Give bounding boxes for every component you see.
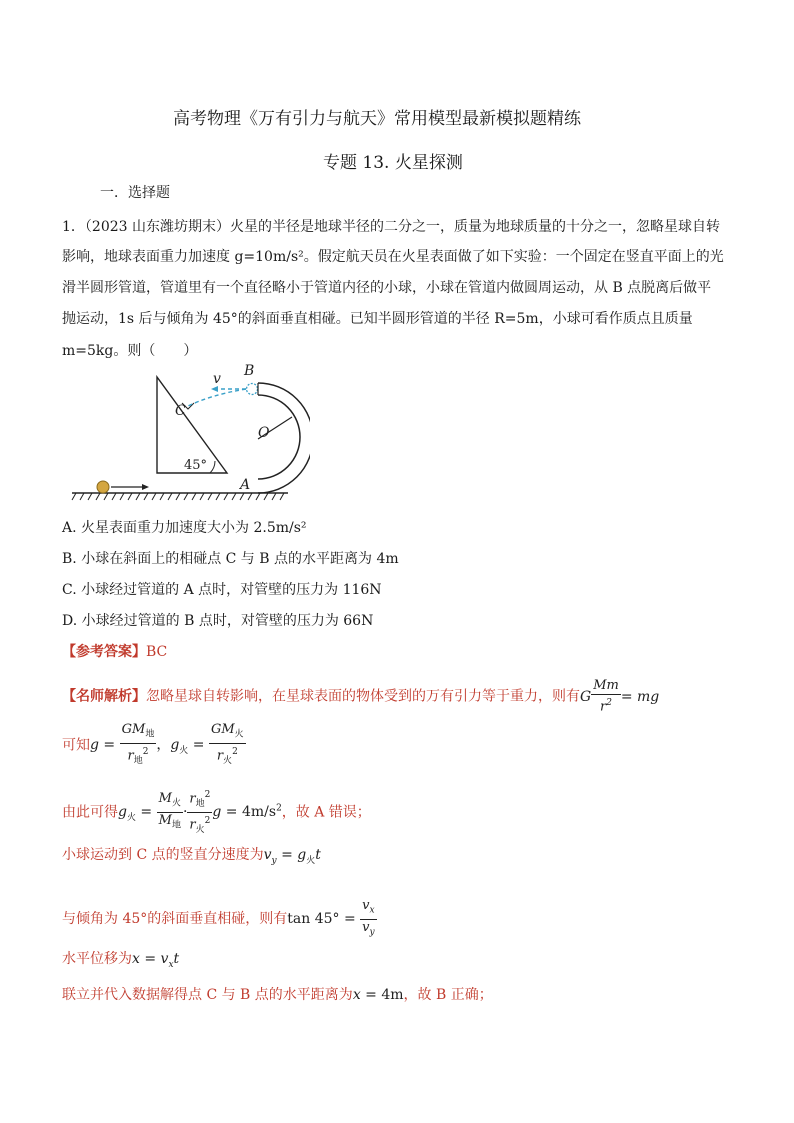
analysis-p3-prefix: 由此可得 — [62, 804, 118, 821]
analysis-line-3 — [62, 787, 371, 838]
page-subtitle: 专题 13. 火星探测 — [323, 153, 463, 173]
analysis-p5-prefix: 与倾角为 45°的斜面垂直相碰，则有 — [62, 911, 288, 928]
ball-at-b — [247, 384, 258, 395]
label-b: B — [244, 363, 255, 379]
label-v: v — [213, 371, 221, 387]
analysis-p6-prefix: 水平位移为 — [62, 951, 132, 967]
formula-gravity: G $\frac{Mm}{r^2}$ = mg — [580, 678, 660, 715]
answer-line — [62, 642, 167, 662]
formula-g-earth-mars: g = $\frac{GM_地}{r_地^2}$ ，$g_火$ = $\frac{GM_火}{r_火^2}$ — [90, 722, 244, 766]
page-title: 高考物理《万有引力与航天》常用模型最新模拟题精练 — [173, 109, 581, 129]
analysis-p4-prefix: 小球运动到 C 点的竖直分速度为 — [62, 847, 264, 863]
trajectory-path — [186, 389, 246, 407]
analysis-p2-prefix: 可知 — [62, 737, 90, 754]
ball — [97, 481, 109, 493]
ground-hatching — [72, 493, 284, 500]
question-line-4: 抛运动，1s 后与倾角为 45°的斜面垂直相碰。已知半圆形管道的半径 R=5m，小球可看作质点且质量 — [62, 311, 693, 327]
analysis-line-6 — [62, 949, 179, 975]
question-line-1: 1．（2023 山东潍坊期末）火星的半径是地球半径的二分之一，质量为地球质量的十分之一，忽略星球自转 — [62, 219, 720, 235]
option-d: D. 小球经过管道的 B 点时，对管壁的压力为 66N — [62, 613, 374, 629]
label-c: C — [175, 403, 186, 419]
question-line-5: m=5kg。则（ ） — [62, 343, 198, 359]
answer-value: BC — [146, 644, 168, 660]
analysis-line-1 — [62, 678, 659, 715]
option-a: A. 火星表面重力加速度大小为 2.5m/s² — [62, 520, 307, 536]
formula-tan: tan 45° = $\frac{v_x}{v_y}$ — [287, 898, 375, 938]
label-a: A — [240, 477, 251, 493]
answer-tag: 【参考答案】 — [62, 644, 146, 660]
analysis-line-7 — [62, 985, 493, 1005]
angle-arc — [210, 461, 215, 473]
question-line-3: 滑半圆形管道，管道里有一个直径略小于管道内径的小球，小球在管道内做圆周运动，从 B 点脱离后做平 — [62, 280, 712, 296]
question-line-2: 影响，地球表面重力加速度 g=10m/s²。假定航天员在火星表面做了如下实验：一个固定在竖直平面上的光 — [62, 249, 724, 265]
analysis-p7-prefix: 联立并代入数据解得点 C 与 B 点的水平距离为 — [62, 987, 353, 1003]
analysis-p1: 忽略星球自转影响，在星球表面的物体受到的万有引力等于重力，则有 — [146, 688, 580, 705]
analysis-p3-suffix: ，故 A 错误； — [281, 804, 371, 821]
physics-figure — [70, 355, 310, 505]
analysis-line-5 — [62, 898, 377, 940]
formula-x-value: x = 4m — [352, 987, 404, 1003]
analysis-p7-suffix: ，故 B 正确； — [403, 987, 493, 1003]
analysis-tag: 【名师解析】 — [62, 688, 146, 705]
option-b: B. 小球在斜面上的相碰点 C 与 B 点的水平距离为 4m — [62, 551, 399, 567]
formula-vy: $v_y = g_火t$ — [263, 847, 321, 866]
formula-x: $x = v_xt$ — [132, 951, 180, 970]
formula-g-mars: $g_火$ = $\frac{M_火}{M_地}$ · $\frac{r_地^2}{r_火^2}$ $g = 4m/s^2$ — [118, 804, 282, 820]
analysis-line-4 — [62, 845, 321, 871]
arrowhead-icon — [142, 484, 149, 490]
analysis-line-2 — [62, 722, 246, 769]
section-label: 一．选择题 — [100, 185, 170, 201]
label-o: O — [258, 425, 270, 441]
label-angle: 45° — [184, 458, 208, 473]
option-c: C. 小球经过管道的 A 点时，对管壁的压力为 116N — [62, 582, 382, 598]
